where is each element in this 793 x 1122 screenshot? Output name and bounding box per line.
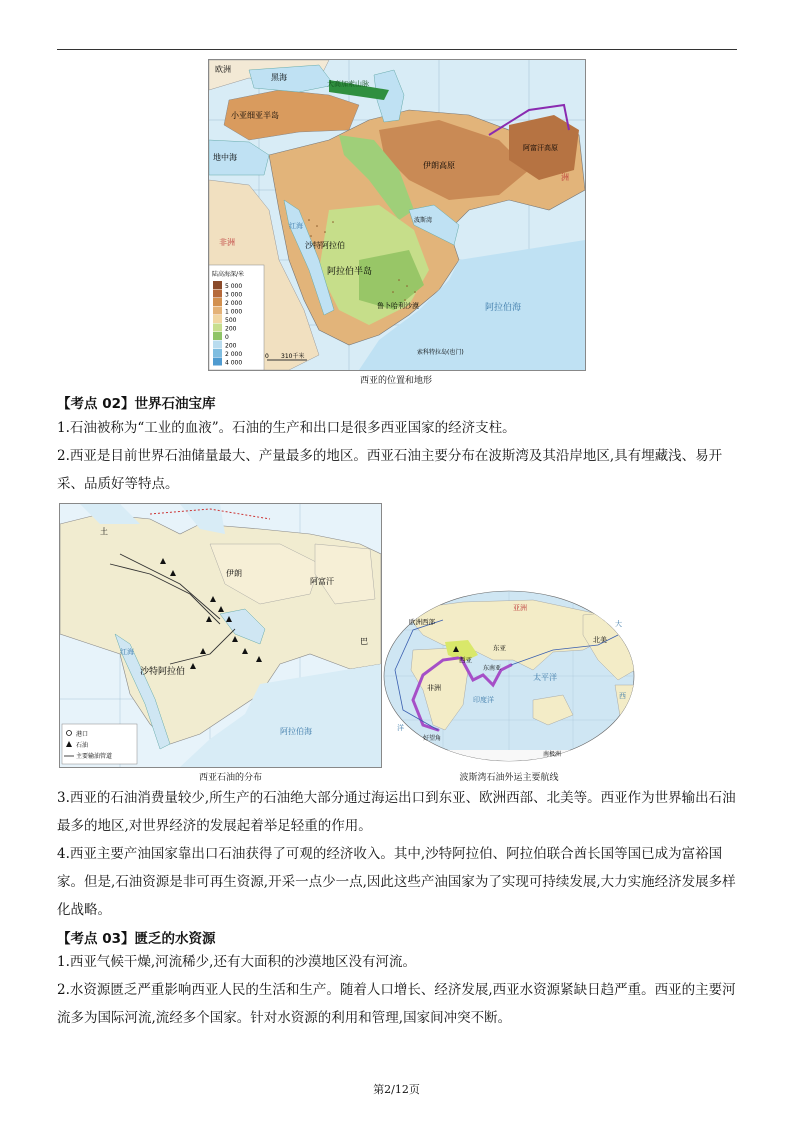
legend-value: 4 000 — [225, 359, 243, 367]
legend-value: 200 — [225, 342, 237, 350]
section02-paragraph-3: 3.西亚的石油消费量较少,所生产的石油绝大部分通过海运出口到东亚、欧洲西部、北美等。西亚作为世界输出石油最多的地区,对世界经济的发展起着举足轻重的作用。 — [57, 790, 736, 834]
legend-oil: 石油 — [76, 742, 89, 749]
legend-swatch — [213, 281, 222, 289]
map2-label-saudi: 沙特阿拉伯 — [140, 667, 186, 677]
map1-label-caucasus: 大高加索山脉 — [327, 80, 369, 88]
map1-label-europe: 欧洲 — [215, 65, 231, 74]
map3-label-pacific: 太平洋 — [533, 673, 557, 682]
map3-label-africa: 非洲 — [427, 684, 441, 692]
map1-label-arabian-sea: 阿拉伯海 — [485, 303, 522, 313]
legend-swatch — [213, 298, 222, 306]
legend-title: 陆高海深/米 — [212, 271, 245, 278]
map1-label-asia: 洲 — [561, 173, 569, 182]
map3-label-asia: 亚洲 — [513, 604, 527, 612]
map3-caption: 波斯湾石油外运主要航线 — [459, 773, 559, 783]
legend-swatch — [213, 341, 222, 349]
legend-swatch — [213, 290, 222, 298]
section03-heading: 【考点 03】匮乏的水资源 — [57, 931, 216, 947]
map3-label-yang: 洋 — [397, 724, 404, 732]
section03-paragraph-2: 2.水资源匮乏严重影响西亚人民的生活和生产。随着人口增长、经济发展,西亚水资源紧缺日趋严重。西亚的主要河流多为国际河流,流经多个国家。针对水资源的利用和管理,国家间冲突不断。 — [57, 982, 736, 1026]
legend-swatch — [213, 332, 222, 340]
map1-label-iran-plateau: 伊朗高原 — [423, 161, 455, 170]
map3-label-north-america: 北美 — [593, 636, 607, 644]
map1-label-red-sea: 红海 — [289, 222, 303, 230]
map1-label-socotra: 索科特拉岛(也门) — [417, 349, 464, 356]
west-asia-oil-distribution-map — [59, 503, 382, 768]
map3-label-west-europe: 欧洲西部 — [409, 618, 435, 626]
legend-value: 2 000 — [225, 351, 243, 358]
legend-value: 1 000 — [225, 308, 243, 316]
map2-label-turkey: 土 — [100, 527, 108, 536]
legend-swatch — [213, 358, 222, 366]
section02-paragraph-1: 1.石油被称为“工业的血液”。石油的生产和出口是很多西亚国家的经济支柱。 — [57, 420, 516, 436]
persian-gulf-oil-routes-map — [383, 590, 635, 763]
section02-paragraph-4: 4.西亚主要产油国家靠出口石油获得了可观的经济收入。其中,沙特阿拉伯、阿拉伯联合酋长国等国已成为富裕国家。但是,石油资源是非可再生资源,开采一点少一点,因此这些产油国家为了实现可持续发展,大力实施经济发展多样化战略。 — [57, 846, 736, 918]
map1-legend — [209, 265, 264, 370]
legend-value: 5 000 — [225, 283, 243, 290]
section02-heading: 【考点 02】世界石油宝库 — [57, 396, 216, 412]
map1-caption: 西亚的位置和地形 — [359, 376, 432, 386]
header-rule — [57, 49, 737, 50]
map1-label-mediterranean: 地中海 — [213, 153, 237, 162]
map3-label-west-asia: 西亚 — [459, 656, 472, 664]
map3-label-east-asia: 东亚 — [493, 644, 506, 652]
legend-swatch — [213, 349, 222, 357]
scale-label: 310千米 — [281, 353, 305, 360]
map2-label-pakistan: 巴 — [360, 637, 368, 646]
map3-label-southeast-asia: 东南亚 — [483, 665, 502, 672]
svg-text:0: 0 — [265, 353, 269, 360]
legend-value: 0 — [225, 334, 229, 341]
map2-label-afghanistan: 阿富汗 — [310, 577, 334, 586]
legend-value: 500 — [225, 317, 237, 324]
map1-label-persian-gulf: 波斯湾 — [414, 217, 433, 224]
map3-label-xi: 西 — [619, 692, 626, 700]
map2-label-red-sea: 红海 — [120, 648, 134, 656]
map1-label-saudi: 沙特阿拉伯 — [305, 241, 345, 250]
map1-label-arabian-peninsula: 阿拉伯半岛 — [327, 267, 373, 277]
legend-swatch — [213, 315, 222, 323]
map1-label-asia-minor: 小亚细亚半岛 — [231, 111, 279, 120]
page-number: 第2/12页 — [373, 1083, 420, 1096]
map3-label-da: 大 — [615, 620, 622, 628]
section03-paragraph-1: 1.西亚气候干燥,河流稀少,还有大面积的沙漠地区没有河流。 — [57, 954, 416, 970]
legend-value: 3 000 — [225, 291, 243, 299]
map2-label-arabian-sea: 阿拉伯海 — [280, 727, 312, 736]
legend-pipeline: 主要输油管道 — [76, 753, 113, 760]
map2-caption: 西亚石油的分布 — [199, 773, 263, 783]
map1-label-black-sea: 黑海 — [271, 73, 287, 82]
map2-legend — [62, 724, 137, 764]
map1-label-africa: 非洲 — [219, 238, 235, 247]
legend-value: 200 — [225, 325, 237, 333]
west-asia-terrain-map — [208, 59, 586, 371]
legend-port: 港口 — [76, 731, 89, 738]
legend-value: 2 000 — [225, 300, 243, 307]
map3-label-cape: 好望角 — [423, 735, 442, 742]
legend-swatch — [213, 307, 222, 315]
legend-swatch — [213, 324, 222, 332]
map3-label-antarctica: 南极洲 — [543, 751, 562, 758]
map2-label-iran: 伊朗 — [226, 569, 242, 578]
map1-label-afghan-plateau: 阿富汗高原 — [523, 144, 558, 152]
map1-label-rub-al-khali: 鲁卜哈利沙漠 — [377, 302, 419, 310]
section02-paragraph-2: 2.西亚是目前世界石油储量最大、产量最多的地区。西亚石油主要分布在波斯湾及其沿岸地区,具有埋藏浅、易开采、品质好等特点。 — [57, 448, 723, 492]
map3-label-indian-ocean: 印度洋 — [473, 696, 494, 704]
